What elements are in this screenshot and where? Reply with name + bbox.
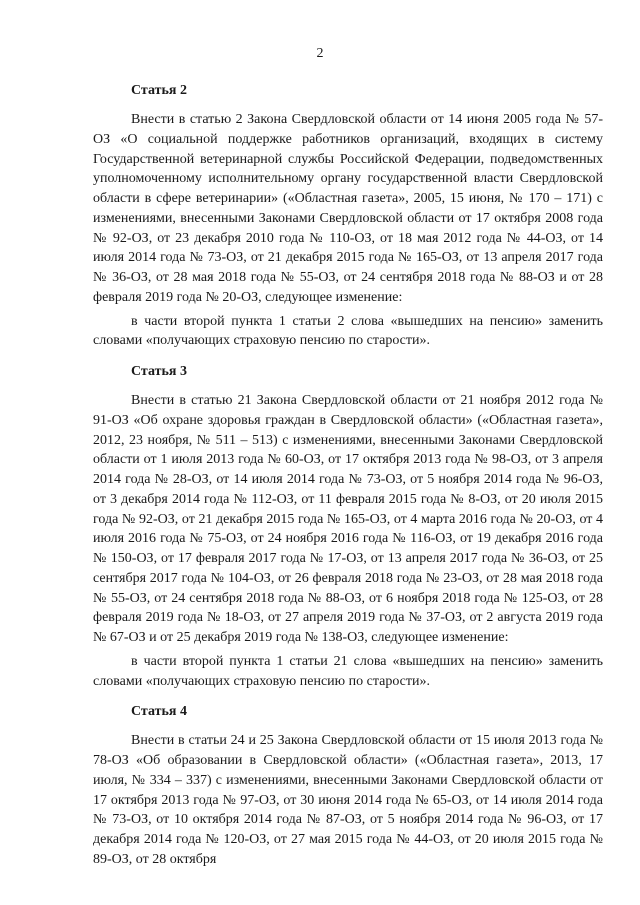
article-2-body: Внести в статью 2 Закона Свердловской области от 14 июня 2005 года № 57-ОЗ «О социальной поддержке работников организаций, входящих в систему Государственной ветеринарной службы Российской Федерации, подведомственных уполномоченному исполнительному органу государственной власти Свердловской области в сфере ветеринарии» («Областная газета», 2005, 15 июня, № 170 – 171) с изменениями, внесенными Законами Свердловской области от 17 октября 2008 года № 92-ОЗ, от 23 декабря 2010 года № 110-ОЗ, от 18 мая 2012 года № 44-ОЗ, от 14 июля 2014 года № 73-ОЗ, от 21 декабря 2015 года № 165-ОЗ, от 13 апреля 2017 года № 36-ОЗ, от 28 мая 2018 года № 55-ОЗ, от 24 сентября 2018 года № 88-ОЗ и от 28 февраля 2019 года № 20-ОЗ, следующее изменение: (93, 112, 603, 305)
article-3-body: Внести в статью 21 Закона Свердловской области от 21 ноября 2012 года № 91-ОЗ «Об охране здоровья граждан в Свердловской области» («Областная газета», 2012, 23 ноября, № 511 – 513) с изменениями, внесенными Законами Свердловской области от 1 июля 2013 года № 60-ОЗ, от 17 октября 2013 года № 98-ОЗ, от 3 апреля 2014 года № 28-ОЗ, от 14 июля 2014 года № 73-ОЗ, от 5 ноября 2014 года № 96-ОЗ, от 3 декабря 2014 года № 112-ОЗ, от 11 февраля 2015 года № 8-ОЗ, от 20 июля 2015 года № 92-ОЗ, от 21 декабря 2015 года № 165-ОЗ, от 4 марта 2016 года № 20-ОЗ, от 4 июля 2016 года № 75-ОЗ, от 24 ноября 2016 года № 116-ОЗ, от 19 декабря 2016 года № 150-ОЗ, от 17 февраля 2017 года № 17-ОЗ, от 13 апреля 2017 года № 36-ОЗ, от 25 сентября 2017 года № 104-ОЗ, от 26 февраля 2018 года № 23-ОЗ, от 28 мая 2018 года № 55-ОЗ, от 24 сентября 2018 года № 88-ОЗ, от 6 ноября 2018 года № 125-ОЗ, от 28 февраля 2019 года № 18-ОЗ, от 27 апреля 2019 года № 37-ОЗ, от 2 августа 2019 года № 67-ОЗ и от 25 декабря 2019 года № 138-ОЗ, следующее изменение: (93, 393, 603, 645)
page-number: 2 (316, 46, 324, 61)
article-3-amendment: в части второй пункта 1 статьи 21 слова «вышедших на пенсию» заменить словами «получающих страховую пенсию по старости». (93, 653, 603, 689)
article-2-heading: Статья 2 (131, 83, 187, 98)
article-4-body: Внести в статьи 24 и 25 Закона Свердловской области от 15 июля 2013 года № 78-ОЗ «Об образовании в Свердловской области» («Областная газета», 2013, 17 июля, № 334 – 337) с изменениями, внесенными Законами Свердловской области от 17 октября 2013 года № 97-ОЗ, от 30 июня 2014 года № 65-ОЗ, от 14 июля 2014 года № 73-ОЗ, от 10 октября 2014 года № 87-ОЗ, от 5 ноября 2014 года № 96-ОЗ, от 17 декабря 2014 года № 120-ОЗ, от 27 мая 2015 года № 44-ОЗ, от 20 июля 2015 года № 89-ОЗ, от 28 октября (93, 733, 603, 867)
article-4-heading: Статья 4 (131, 704, 187, 720)
document-body (93, 68, 603, 870)
article-3-heading: Статья 3 (131, 364, 187, 379)
article-2-amendment: в части второй пункта 1 статьи 2 слова «вышедших на пенсию» заменить словами «получающих страховую пенсию по старости». (93, 313, 603, 349)
